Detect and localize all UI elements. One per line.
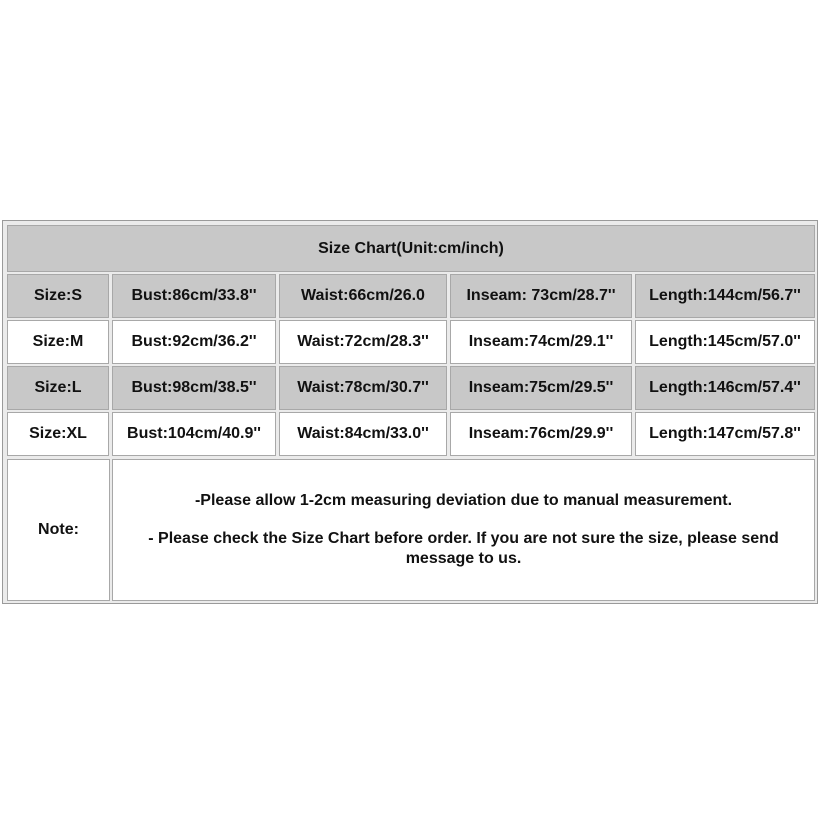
table-cell-size-xl: Size:XL	[7, 412, 109, 456]
table-cell-bust-l: Bust:98cm/38.5''	[112, 366, 276, 410]
table-cell-waist-s: Waist:66cm/26.0	[279, 274, 447, 318]
table-cell-waist-xl: Waist:84cm/33.0''	[279, 412, 447, 456]
note-line-deviation: -Please allow 1-2cm measuring deviation due to manual measurement.	[194, 492, 733, 509]
table-cell-inseam-m: Inseam:74cm/29.1''	[450, 320, 632, 364]
table-cell-waist-l: Waist:78cm/30.7''	[279, 366, 447, 410]
table-cell-length-m: Length:145cm/57.0''	[635, 320, 815, 364]
size-chart-title: Size Chart(Unit:cm/inch)	[7, 225, 815, 272]
note-line-check-chart: - Please check the Size Chart before order. If you are not sure the size, please send message to us.	[148, 530, 779, 567]
table-cell-waist-m: Waist:72cm/28.3''	[279, 320, 447, 364]
table-cell-inseam-xl: Inseam:76cm/29.9''	[450, 412, 632, 456]
table-cell-bust-s: Bust:86cm/33.8''	[112, 274, 276, 318]
table-cell-inseam-l: Inseam:75cm/29.5''	[450, 366, 632, 410]
table-cell-length-s: Length:144cm/56.7''	[635, 274, 815, 318]
table-cell-bust-xl: Bust:104cm/40.9''	[112, 412, 276, 456]
table-cell-length-l: Length:146cm/57.4''	[635, 366, 815, 410]
size-chart-table	[2, 220, 818, 604]
table-cell-bust-m: Bust:92cm/36.2''	[112, 320, 276, 364]
table-cell-size-l: Size:L	[7, 366, 109, 410]
table-cell-length-xl: Length:147cm/57.8''	[635, 412, 815, 456]
table-cell-size-s: Size:S	[7, 274, 109, 318]
table-cell-inseam-s: Inseam: 73cm/28.7''	[450, 274, 632, 318]
table-cell-size-m: Size:M	[7, 320, 109, 364]
note-label: Note:	[7, 459, 110, 601]
note-text	[112, 459, 815, 601]
